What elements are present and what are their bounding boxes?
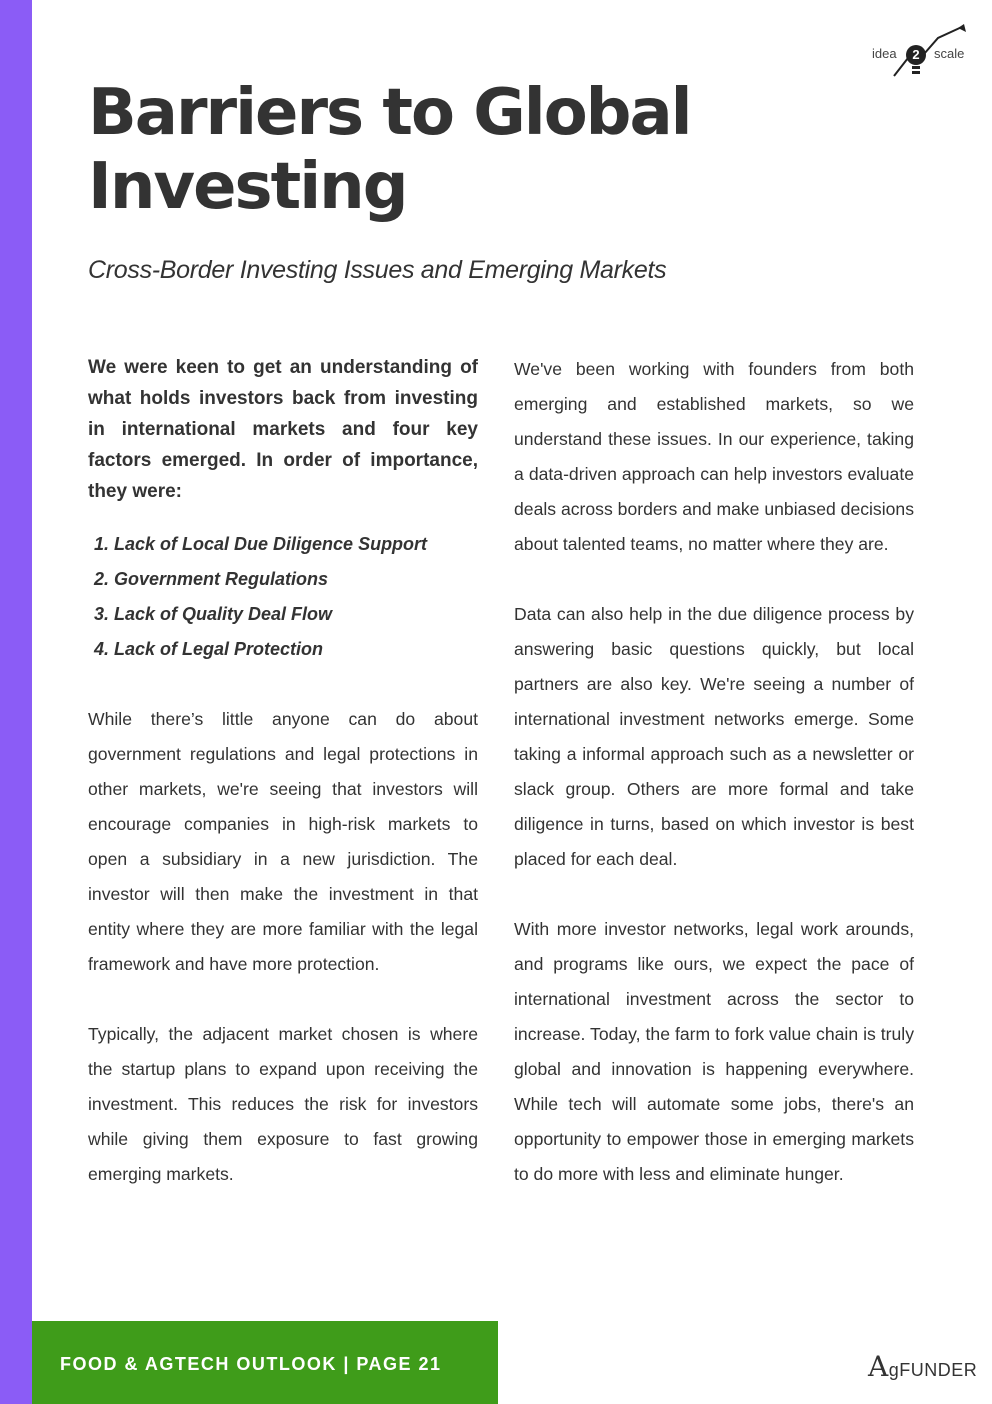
logo-word-scale: scale [934, 46, 965, 61]
outlook-paragraph: With more investor networks, legal work arounds, and programs like ours, we expect the pace of international investment across the sector to increase. Today, the farm to fork value chain is truly global and innovation is happening everywhere. While tech will automate some jobs, there's an opportunity to empower those in emerging markets to do more with less and eliminate hunger. [514, 919, 914, 1184]
agfunder-initial: A [868, 1350, 889, 1383]
page-title: Barriers to Global Investing [88, 76, 691, 224]
due-diligence-paragraph: Data can also help in the due diligence process by answering basic questions quickly, but local partners are also key. We're seeing a number of international investment networks emerge. Some taking a informal approach such as a newsletter or slack group. Others are more formal and take diligence in turns, based on which investor is best placed for each deal. [514, 604, 914, 869]
intro-paragraph: We were keen to get an understanding of what holds investors back from investing in international markets and four key factors emerged. In order of importance, they were: [88, 357, 478, 502]
footer-bar [32, 1321, 498, 1404]
logo-number: 2 [906, 45, 926, 65]
barrier-factors-list [88, 527, 478, 667]
agfunder-wordmark: gFUNDER [888, 1360, 978, 1380]
page-subtitle: Cross-Border Investing Issues and Emerging Markets [88, 256, 667, 284]
idea2scale-logo [868, 24, 972, 86]
right-column [514, 352, 914, 1192]
left-column [88, 352, 478, 1192]
list-item: 1. Lack of Local Due Diligence Support [114, 527, 478, 562]
list-item: 2. Government Regulations [114, 562, 478, 597]
footer-label: FOOD & AGTECH OUTLOOK | PAGE 21 [60, 1354, 442, 1374]
list-item: 4. Lack of Legal Protection [114, 632, 478, 667]
purple-side-bar [0, 0, 32, 1404]
regulations-paragraph: While there’s little anyone can do about government regulations and legal protections in other markets, we're seeing that investors will encourage companies in high-risk markets to open a subsidiary in a new jurisdiction. The investor will then make the investment in that entity where they are more familiar with the legal framework and have more protection. [88, 709, 478, 974]
adjacent-market-paragraph: Typically, the adjacent market chosen is where the startup plans to expand upon receiving the investment. This reduces the risk for investors while giving them exposure to fast growing emerging markets. [88, 1024, 478, 1184]
list-item: 3. Lack of Quality Deal Flow [114, 597, 478, 632]
logo-word-idea: idea [872, 46, 897, 61]
founders-paragraph: We've been working with founders from both emerging and established markets, so we understand these issues. In our experience, taking a data-driven approach can help investors evaluate deals across borders and make unbiased decisions about talented teams, no matter where they are. [514, 359, 915, 554]
agfunder-logo [868, 1350, 978, 1384]
